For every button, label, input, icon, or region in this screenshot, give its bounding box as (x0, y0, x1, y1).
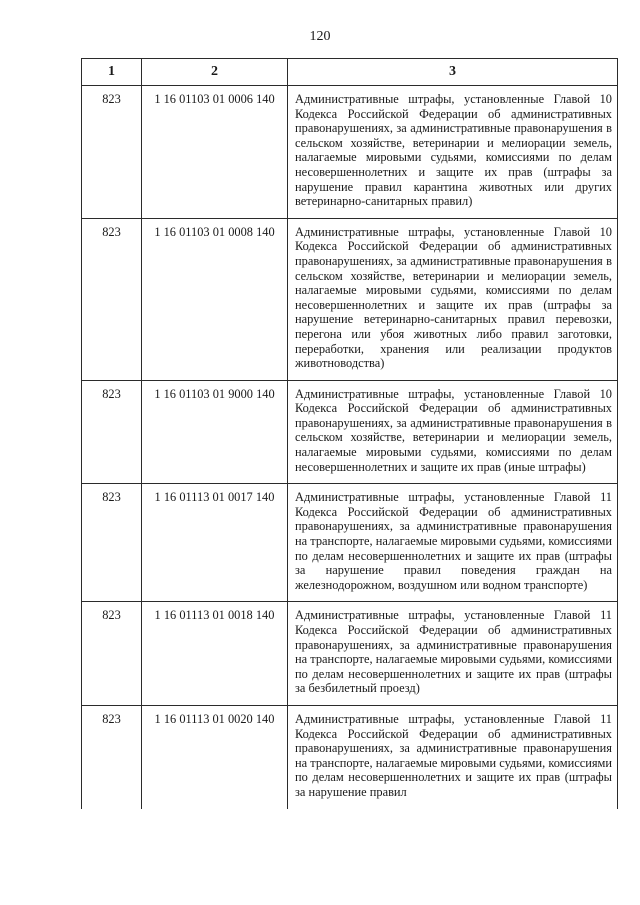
column-header-2: 2 (142, 59, 288, 86)
description-cell: Административные штрафы, установленные Главой 11 Кодекса Российской Федерации об административных правонарушениях, за административные правонарушения на транспорте, налагаемые мировыми судьями, комиссиями по делам несовершеннолетних и защите их прав (штрафы за нарушение правил поведения граждан на железнодорожном, воздушном или водном транспорте) (288, 484, 618, 602)
revenue-code-cell: 1 16 01113 01 0020 140 (142, 705, 288, 808)
admin-code-cell: 823 (82, 86, 142, 219)
description-cell: Административные штрафы, установленные Главой 11 Кодекса Российской Федерации об административных правонарушениях, за административные правонарушения на транспорте, налагаемые мировыми судьями, комиссиями по делам несовершеннолетних и защите их прав (штрафы за безбилетный проезд) (288, 602, 618, 706)
revenue-code-cell: 1 16 01103 01 0008 140 (142, 218, 288, 380)
description-cell: Административные штрафы, установленные Главой 10 Кодекса Российской Федерации об административных правонарушениях, за административные правонарушения в сельском хозяйстве, ветеринарии и мелиорации земель, налагаемые мировыми судьями, комиссиями по делам несовершеннолетних и защите их прав (штрафы за нарушение правил карантина животных или других ветеринарно-санитарных правил) (288, 86, 618, 219)
column-header-3: 3 (288, 59, 618, 86)
admin-code-cell: 823 (82, 484, 142, 602)
table-header-row (82, 59, 618, 86)
admin-code-cell: 823 (82, 380, 142, 484)
table-row (82, 380, 618, 484)
revenue-codes-table (81, 58, 618, 809)
table-row (82, 705, 618, 808)
revenue-code-cell: 1 16 01113 01 0018 140 (142, 602, 288, 706)
description-cell: Административные штрафы, установленные Главой 11 Кодекса Российской Федерации об административных правонарушениях, за административные правонарушения на транспорте, налагаемые мировыми судьями, комиссиями по делам несовершеннолетних и защите их прав (штрафы за нарушение правил (288, 705, 618, 808)
column-header-1: 1 (82, 59, 142, 86)
description-cell: Административные штрафы, установленные Главой 10 Кодекса Российской Федерации об административных правонарушениях, за административные правонарушения в сельском хозяйстве, ветеринарии и мелиорации земель, налагаемые мировыми судьями, комиссиями по делам несовершеннолетних и защите их прав (иные штрафы) (288, 380, 618, 484)
admin-code-cell: 823 (82, 705, 142, 808)
description-cell: Административные штрафы, установленные Главой 10 Кодекса Российской Федерации об административных правонарушениях, за административные правонарушения в сельском хозяйстве, ветеринарии и мелиорации земель, налагаемые мировыми судьями, комиссиями по делам несовершеннолетних и защите их прав (штрафы за нарушение ветеринарно-санитарных правил перевозки, перегона или убоя животных либо правил заготовки, переработки, хранения или реализации продуктов животноводства) (288, 218, 618, 380)
admin-code-cell: 823 (82, 218, 142, 380)
admin-code-cell: 823 (82, 602, 142, 706)
page-number: 120 (309, 29, 331, 44)
revenue-code-cell: 1 16 01103 01 0006 140 (142, 86, 288, 219)
table-row (82, 602, 618, 706)
revenue-code-cell: 1 16 01113 01 0017 140 (142, 484, 288, 602)
table-row (82, 484, 618, 602)
table-row (82, 86, 618, 219)
revenue-code-cell: 1 16 01103 01 9000 140 (142, 380, 288, 484)
table-row (82, 218, 618, 380)
